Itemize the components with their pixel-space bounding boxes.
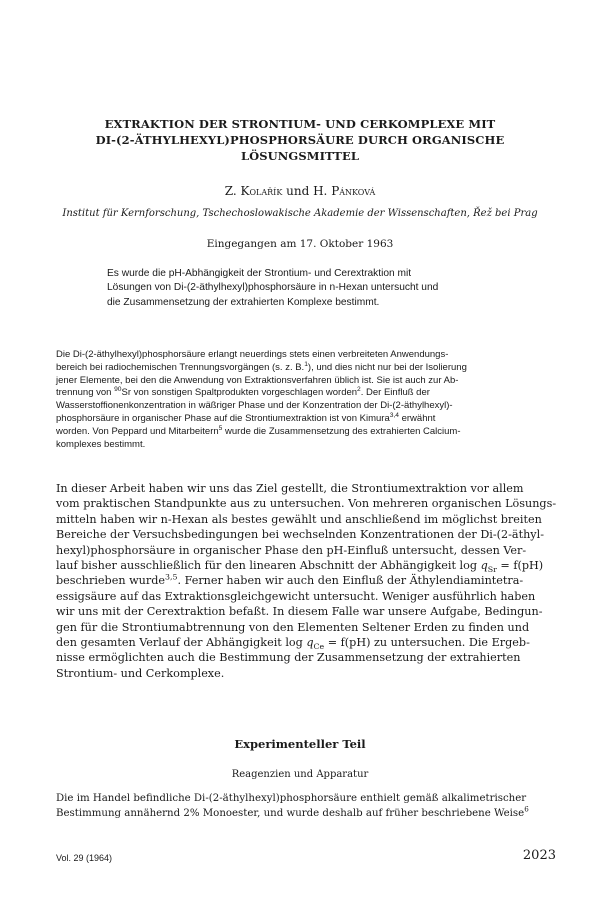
abstract-line: die Zusammensetzung der extrahierten Komplexe bestimmt.	[107, 296, 380, 308]
text-line: wir uns mit der Cerextraktion befaßt. In diesem Falle war unsere Aufgabe, Bedingun-	[56, 605, 543, 619]
author-initial: Z.	[224, 184, 241, 198]
math-variable: q	[480, 559, 488, 573]
volume-info: Vol. 29 (1964)	[56, 853, 113, 863]
text-line: Strontium- und Cerkomplexe.	[56, 666, 225, 680]
reference-mark: 3,4	[389, 411, 399, 419]
text-line: Wasserstoffionenkonzentration in wäßriger Phase und der Konzentration der Di-(2-äthylhexyl)-	[56, 400, 453, 412]
isotope-mass: 90	[114, 386, 122, 394]
reference-mark: 1	[304, 360, 308, 368]
reference-mark: 5	[218, 424, 223, 432]
author-name: Kolařík	[240, 184, 283, 198]
received-date: Eingegangen am 17. Oktober 1963	[206, 238, 394, 250]
text-line: In dieser Arbeit haben wir uns das Ziel gestellt, die Strontiumextraktion vor allem	[56, 482, 524, 495]
authors	[0, 183, 600, 199]
author-initial: H.	[313, 184, 332, 198]
title-line: LÖSUNGSMITTEL	[240, 149, 360, 163]
text-line: Bestimmung annähernd 2% Monoester, und wurde deshalb auf früher beschriebene Weise$^6$	[56, 804, 529, 819]
text-line: bereich bei radiochemischen Trennungsvorgängen (s. z. B.$^1$), und dies nicht nur bei der Isolierung	[56, 360, 467, 373]
text-line: jener Elemente, bei den die Anwendung von Extraktionsverfahren üblich ist. Sie ist auch zur Ab-	[56, 374, 459, 386]
institute: Institut für Kernforschung, Tschechoslowakische Akademie der Wissenschaften, Řež bei Prag	[62, 208, 538, 219]
text-line: phosphorsäure in organischer Phase auf die Strontiumextraktion ist von Kimura$^{3,4}$ erwähnt	[56, 411, 436, 424]
body-paragraph	[56, 481, 556, 681]
math-subscript: Ce	[313, 642, 325, 652]
reference-mark: 6	[524, 804, 529, 814]
author-connector: und	[282, 184, 314, 198]
abstract-line: Es wurde die pH-Abhängigkeit der Strontium- und Cerextraktion mit	[107, 268, 412, 279]
text-line: trennung von $^{90}$Sr von sonstigen Spaltprodukten vorgeschlagen worden$^2$. Der Einfluß der	[56, 386, 430, 399]
title-line: EXTRAKTION DER STRONTIUM- UND CERKOMPLEXE MIT	[104, 117, 496, 131]
article-title	[60, 116, 540, 164]
reference-mark: 3,5	[165, 572, 178, 582]
text-line: nisse ermöglichten auch die Bestimmung der Zusammensetzung der extrahierten	[56, 651, 521, 665]
text-line: mitteln haben wir n-Hexan als bestes gewählt und anschließend im möglichst breiten	[56, 512, 542, 526]
subsection-heading: Reagenzien und Apparatur	[231, 769, 369, 780]
math-variable: q	[306, 636, 314, 650]
experimental-paragraph	[56, 792, 556, 821]
text-line: worden. Von Peppard und Mitarbeitern$^5$ wurde die Zusammensetzung des extrahierten Calcium-	[56, 424, 461, 437]
section-heading: Experimenteller Teil	[234, 737, 366, 751]
text-line: lauf bisher ausschließlich für den linearen Abschnitt der Abhängigkeit $\log q_{Sr} = f(pH)$	[56, 559, 544, 575]
math-subscript: Sr	[487, 565, 497, 575]
abstract	[107, 267, 507, 310]
abstract-line: Lösungen von Di-(2-äthylhexyl)phosphorsäure in n-Hexan untersucht und	[107, 282, 439, 294]
text-line: gen für die Strontiumabtrennung von den Elementen Seltener Erden zu finden und	[56, 620, 530, 634]
text-line: komplexes bestimmt.	[56, 438, 146, 450]
title-line: DI-(2-ÄTHYLHEXYL)PHOSPHORSÄURE DURCH ORGANISCHE	[95, 133, 505, 147]
text-line: Bereiche der Versuchsbedingungen bei wechselnden Konzentrationen der Di-(2-äthyl-	[56, 528, 544, 542]
text-line: hexyl)phosphorsäure in organischer Phase den pH-Einfluß untersucht, dessen Ver-	[56, 543, 527, 557]
text-line: vom praktischen Standpunkte aus zu untersuchen. Von mehreren organischen Lösungs-	[56, 497, 557, 511]
text-line: Die Di-(2-äthylhexyl)phosphorsäure erlangt neuerdings stets einen verbreiteten Anwendungs-	[56, 349, 449, 360]
text-line: beschrieben wurde$^{3,5}$. Ferner haben wir auch den Einfluß der Äthylendiamintetra-	[56, 572, 524, 588]
text-line: den gesamten Verlauf der Abhängigkeit $\log q_{Ce} = f(pH)$ zu untersuchen. Die Ergeb-	[56, 636, 530, 652]
text-line: Die im Handel befindliche Di-(2-äthylhexyl)phosphorsäure enthielt gemäß alkalimetrischer	[56, 793, 527, 804]
page-number: 2023	[522, 848, 556, 863]
text-line: essigsäure auf das Extraktionsgleichgewicht untersucht. Weniger ausführlich haben	[56, 589, 536, 603]
reference-mark: 2	[357, 386, 361, 394]
intro-paragraph	[56, 349, 556, 451]
author-name: Pánková	[331, 184, 376, 198]
